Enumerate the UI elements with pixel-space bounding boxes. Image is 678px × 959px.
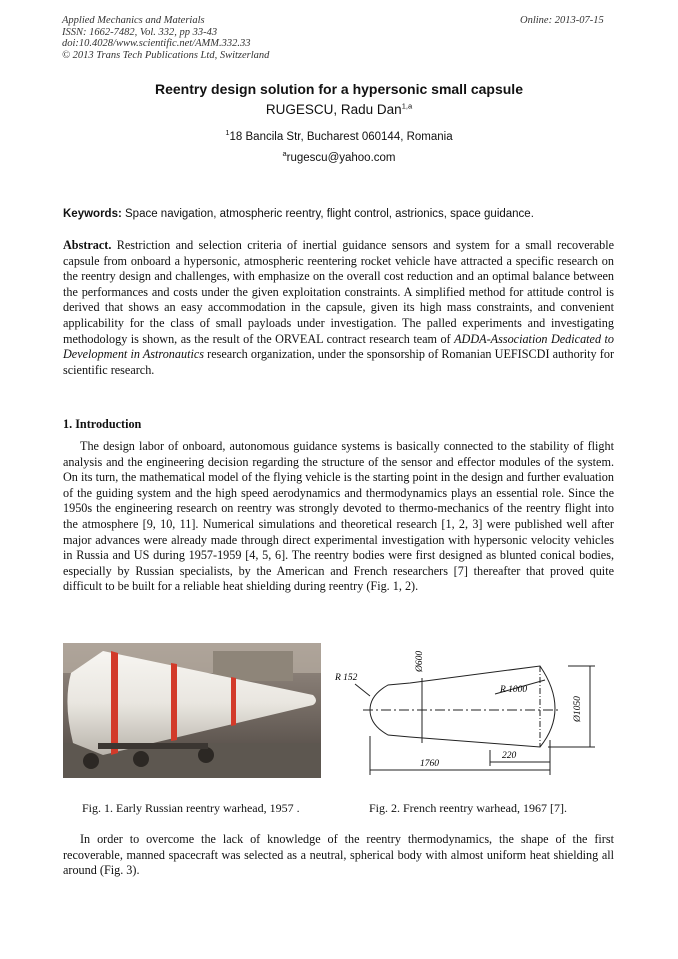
figure-2-drawing — [330, 640, 620, 780]
keywords-label: Keywords: — [63, 208, 122, 220]
figure-1-caption: Fig. 1. Early Russian reentry warhead, 1957 . — [82, 801, 300, 815]
author-name: RUGESCU, Radu Dan — [265, 102, 402, 117]
keywords — [63, 208, 623, 220]
closing-paragraph: In order to overcome the lack of knowledge of the reentry thermodynamics, the shape of the first recoverable, manned spacecraft was selected as a neutral, spherical body with almost uniform heat shielding all around (Fig. 3). — [63, 832, 614, 878]
doi: doi:10.4028/www.scientific.net/AMM.332.33 — [62, 38, 251, 49]
dim-d600: Ø600 — [415, 650, 425, 672]
abstract-text-1: Restriction and selection criteria of inertial guidance sensors and system for a small recoverable capsule from onboard a hypersonic, atmospheric reentering rocket vehicle have attracted a specific research on the reentry design and challenges, with emphasize on the overall cost reduction and an optimal balance between the performances and costs under the given exploitation constraints. A simplified method for attitude control is derived that shows an easy accommodation in the capsule, given its high mass constraints, and convenient applicability for the class of small payloads under investigation. The palled experiments and investigating methodology is shown, as the result of the ORVEAL contract research team of — [63, 238, 615, 346]
issn: ISSN: 1662-7482, Vol. 332, pp 33-43 — [62, 26, 218, 38]
email-sup: a — [282, 149, 287, 159]
dim-r152: R 152 — [335, 673, 358, 683]
affiliation-sup: 1 — [225, 128, 230, 138]
intro-paragraph: The design labor of onboard, autonomous guidance systems is basically connected to the stability of flight analysis and the engineering decision regarding the structure of the sensor and effector modules of the system. On its turn, the mathematical model of the flying vehicle is the starting point in the design and further evaluation of the guiding system and the high speed aerodynamics and thermodynamics plays an essential role. Since the 1950s the engineering research on reentry was strongly devoted to thermo-mechanics of the reentry flight into the atmosphere [9, 10, 11]. Numerical simulations and theoretical research [1, 2, 3] were published well after major advances were already made through direct experimental investigation with hypersonic velocity vehicles in Russia and US during 1957-1959 [4, 5, 6]. The reentry bodies were first designed as blunted conical bodies, especially by Russian specialists, by the American and French researchers [7] thereafter that proved quite difficult to be built for a reliable heat shielding during reentry (Fig. 1, 2). — [63, 439, 614, 594]
journal-name: Applied Mechanics and Materials — [62, 15, 205, 26]
abstract — [63, 238, 614, 378]
warhead-photo-illustration — [63, 643, 321, 778]
dim-d1050: Ø1050 — [573, 696, 583, 722]
email-line — [0, 149, 678, 164]
keywords-text: Space navigation, atmospheric reentry, flight control, astrionics, space guidance. — [125, 208, 534, 220]
email-text: rugescu@yahoo.com — [286, 152, 396, 164]
french-warhead-schematic — [330, 640, 620, 780]
dim-r1000: R 1000 — [500, 685, 528, 695]
abstract-text-2: research organization, under the sponsorship of Romanian UEFISCDI authority for scientific research. — [63, 347, 615, 377]
abstract-org: ADDA-Association Dedicated to Development in Astronautics — [63, 331, 614, 362]
figure-1-photo — [63, 643, 321, 778]
paper-title: Reentry design solution for a hypersonic small capsule — [155, 81, 523, 97]
author-line — [0, 102, 678, 117]
copyright: © 2013 Trans Tech Publications Ltd, Switzerland — [62, 49, 270, 61]
section-heading: 1. Introduction — [63, 417, 142, 431]
affiliation — [0, 128, 678, 143]
online-date: Online: 2013-07-15 — [520, 15, 604, 26]
affiliation-text: 18 Bancila Str, Bucharest 060144, Romania — [229, 131, 453, 143]
dim-220: 220 — [502, 751, 517, 761]
figure-2-caption: Fig. 2. French reentry warhead, 1967 [7]. — [369, 801, 567, 815]
dim-1760: 1760 — [420, 759, 439, 769]
author-sup: 1,a — [401, 101, 413, 111]
abstract-label: Abstract. — [63, 238, 112, 252]
journal-header — [62, 15, 269, 61]
